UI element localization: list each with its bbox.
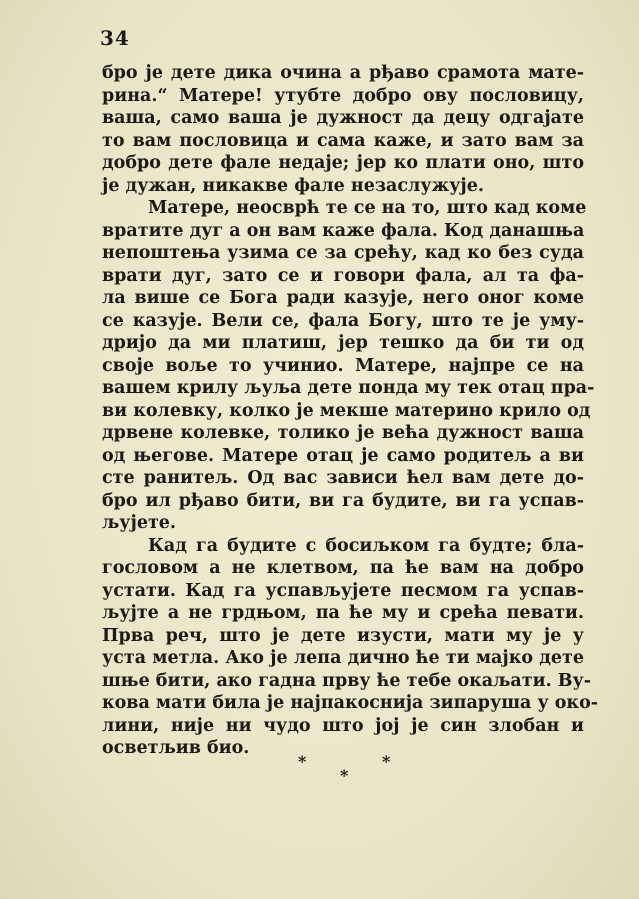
text-line: бро је дете дика очина а рђаво срамота мате-	[102, 63, 584, 83]
asterisk: *	[340, 766, 349, 785]
text-line: осветљив био.	[102, 738, 250, 758]
paragraph-2	[102, 197, 595, 535]
text-line: устати. Кад га успављујете песмом га успав-	[102, 580, 584, 601]
asterisk: *	[298, 752, 307, 771]
text-line: Прва реч, што је дете изусти, мати му је у	[102, 625, 584, 646]
text-line: врати дуг, зато се и говори фала, ал та фа-	[102, 265, 584, 286]
section-divider	[290, 752, 400, 785]
body-text	[102, 62, 598, 760]
text-line: ла више се Бога ради казује, него оног коме	[102, 288, 584, 308]
text-line: је дужан, никакве фале незаслужује.	[102, 175, 484, 196]
text-line: Кад га будите с босиљком га будте; бла-	[148, 535, 584, 556]
text-line: то вам пословица и сама каже, и зато вам за	[102, 130, 584, 151]
text-line: љујете.	[102, 513, 177, 533]
text-line: сте ранитељ. Од вас зависи ћел вам дете до-	[102, 468, 584, 488]
paragraph-1	[102, 62, 584, 197]
text-line: се казује. Вели се, фала Богу, што те је уму-	[102, 310, 584, 331]
text-line: гословом а не клетвом, па ће вам на добро	[102, 558, 584, 578]
text-line: љујте а не грдњом, па ће му и срећа певати.	[102, 603, 584, 623]
text-line: дрвене колевке, толико је већа дужност ваша	[102, 423, 584, 443]
text-line: добро дете фале недаје; јер ко плати оно, што	[102, 153, 584, 173]
text-line: Матере, неосврћ те се на то, што кад коме	[148, 198, 587, 218]
text-line: своје воље то учинио. Матере, најпре се на	[102, 355, 584, 376]
text-line: уста метла. Ако је лепа дично ће ти мајко дете	[102, 648, 584, 668]
text-line: дријо да ми платиш, јер тешко да би ти од	[102, 333, 584, 353]
page-number: 34	[100, 26, 130, 50]
text-line: непоштења узима се за срећу, кад ко без суда	[102, 243, 584, 263]
text-line: ваша, само ваша је дужност да децу одгајате	[102, 108, 584, 128]
paragraph-3	[102, 535, 598, 760]
text-line: рина.“ Матере! утубте добро ову пословицу,	[102, 85, 584, 106]
text-line: лини, није ни чудо што јој је син злобан и	[102, 715, 584, 736]
text-line: шње бити, ако гадна прву ће тебе окаљати. Ву-	[102, 670, 592, 691]
text-line: вратите дуг а он вам каже фала. Код данашња	[102, 220, 585, 241]
asterisk: *	[382, 752, 391, 771]
text-line: ви колевку, колко је мекше материно крило од	[102, 400, 591, 421]
text-line: кова мати била је најпакоснија зипаруша у око-	[102, 693, 598, 713]
text-line: од његове. Матере отац је само родитељ а ви	[102, 445, 584, 466]
text-line: вашем крилу љуља дете понда му тек отац пра-	[102, 378, 595, 398]
text-line: бро ил рђаво бити, ви га будите, ви га успав-	[102, 490, 584, 511]
